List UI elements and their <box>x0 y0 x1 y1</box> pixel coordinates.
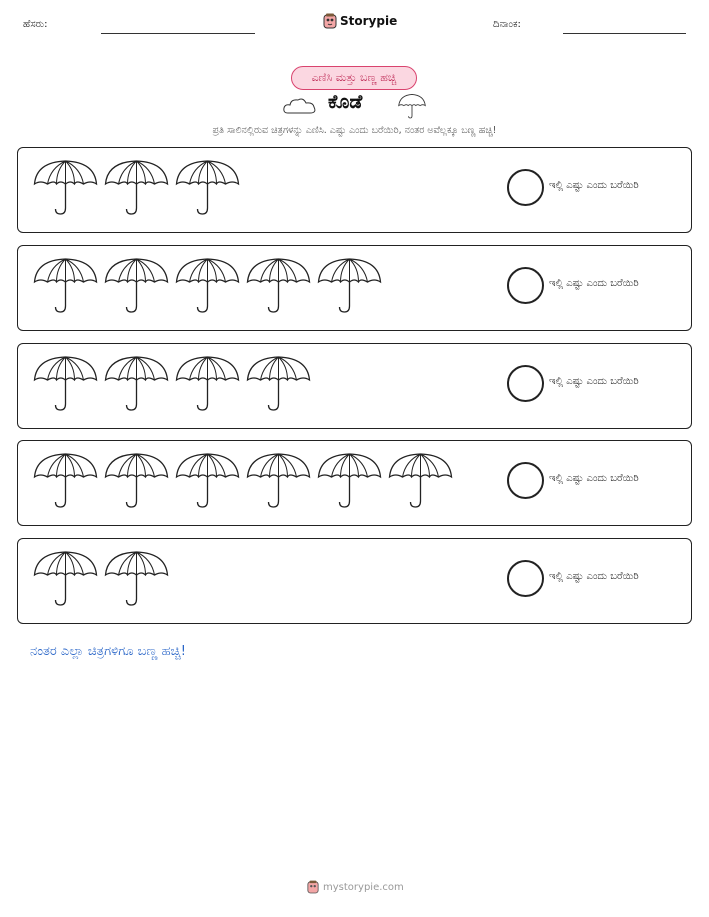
activity-tag: ಎಣಿಸಿ ಮತ್ತು ಬಣ್ಣ ಹಚ್ಚಿ <box>291 66 417 90</box>
umbrella-icon <box>30 354 101 420</box>
umbrella-icon <box>172 256 243 322</box>
storypie-mascot-icon <box>323 13 337 29</box>
name-label: ಹೆಸರು: <box>23 19 48 30</box>
cloud-icon <box>283 96 317 116</box>
umbrella-icon <box>397 91 427 121</box>
date-line[interactable] <box>563 33 686 34</box>
site-footer <box>307 880 404 894</box>
umbrella-group <box>30 256 385 322</box>
umbrella-icon <box>172 158 243 224</box>
umbrella-icon <box>101 451 172 517</box>
storypie-logo <box>323 13 397 29</box>
answer-circle[interactable] <box>507 267 544 304</box>
umbrella-icon <box>314 256 385 322</box>
umbrella-icon <box>243 354 314 420</box>
umbrella-group <box>30 354 314 420</box>
footer-note: ನಂತರ ಎಲ್ಲಾ ಚಿತ್ರಗಳಿಗೂ ಬಣ್ಣ ಹಚ್ಚಿ! <box>30 644 186 659</box>
answer-label: ಇಲ್ಲಿ ಎಷ್ಟು ಎಂದು ಬರೆಯಿರಿ <box>549 473 639 484</box>
answer-circle[interactable] <box>507 462 544 499</box>
umbrella-icon <box>172 354 243 420</box>
umbrella-icon <box>30 451 101 517</box>
counting-row <box>17 538 692 624</box>
answer-circle[interactable] <box>507 169 544 206</box>
answer-label: ಇಲ್ಲಿ ಎಷ್ಟು ಎಂದು ಬರೆಯಿರಿ <box>549 180 639 191</box>
answer-circle[interactable] <box>507 365 544 402</box>
name-line[interactable] <box>101 33 255 34</box>
umbrella-group <box>30 451 456 517</box>
umbrella-icon <box>30 158 101 224</box>
umbrella-icon <box>243 256 314 322</box>
counting-row <box>17 147 692 233</box>
counting-row <box>17 343 692 429</box>
answer-label: ಇಲ್ಲಿ ಎಷ್ಟು ಎಂದು ಬರೆಯಿರಿ <box>549 278 639 289</box>
umbrella-group <box>30 158 243 224</box>
umbrella-icon <box>314 451 385 517</box>
umbrella-icon <box>172 451 243 517</box>
storypie-mascot-icon <box>307 880 319 894</box>
umbrella-icon <box>101 549 172 615</box>
answer-label: ಇಲ್ಲಿ ಎಷ್ಟು ಎಂದು ಬರೆಯಿರಿ <box>549 376 639 387</box>
brand-name: Storypie <box>340 14 398 28</box>
umbrella-icon <box>385 451 456 517</box>
counting-row <box>17 245 692 331</box>
umbrella-icon <box>101 354 172 420</box>
umbrella-icon <box>243 451 314 517</box>
umbrella-icon <box>30 256 101 322</box>
umbrella-icon <box>30 549 101 615</box>
counting-row <box>17 440 692 526</box>
umbrella-icon <box>101 158 172 224</box>
umbrella-group <box>30 549 172 615</box>
page-title: ಕೊಡೆ <box>328 91 363 113</box>
instruction-text: ಪ್ರತಿ ಸಾಲಿನಲ್ಲಿರುವ ಚಿತ್ರಗಳನ್ನು ಎಣಿಸಿ. ಎಷ್ಟು ಎಂದು ಬರೆಯಿರಿ, ನಂತರ ಅವೆಲ್ಲಕ್ಕೂ ಬಣ್ಣ ಹಚ್ಚಿ! <box>212 125 497 136</box>
umbrella-icon <box>101 256 172 322</box>
site-url: mystorypie.com <box>323 881 404 893</box>
date-label: ದಿನಾಂಕ: <box>493 19 521 30</box>
answer-circle[interactable] <box>507 560 544 597</box>
answer-label: ಇಲ್ಲಿ ಎಷ್ಟು ಎಂದು ಬರೆಯಿರಿ <box>549 571 639 582</box>
